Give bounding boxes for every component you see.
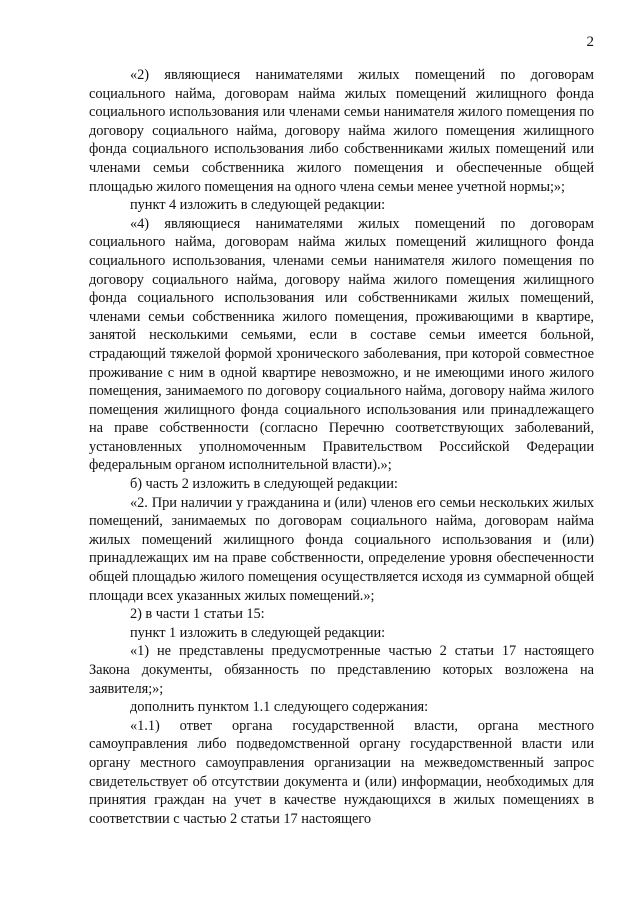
paragraph-4: б) часть 2 изложить в следующей редакции: — [130, 476, 398, 493]
paragraph-5: «2. При наличии у гражданина и (или) членов его семьи нескольких жилых помещений, занимаемых по договорам социального найма, договорам найма жилых помещений жилищного фонда социального использования и (или) принадлежащих им на праве собственности, определение уровня обеспеченности общей площадью жилого помещения осуществляется исходя из суммарной общей площади всех указанных жилых помещений.»; — [89, 494, 594, 604]
document-body — [89, 66, 594, 828]
paragraph-8: «1) не представлены предусмотренные частью 2 статьи 17 настоящего Закона документы, обязанность по представлению которых возложена на заявителя;»; — [89, 643, 594, 697]
paragraph-3: «4) являющиеся нанимателями жилых помещений по договорам социального найма, договорам найма жилых помещений жилищного фонда социального использования, членами семьи нанимателя жилого помещения по договору социального найма, договору найма жилого помещения жилищного фонда социального использования или собственниками жилых помещений, членами семьи собственника жилого помещения, проживающими в квартире, занятой несколькими семьями, если в составе семьи имеется больной, страдающий тяжелой формой хронического заболевания, при которой совместное проживание с ним в одной квартире невозможно, и не имеющими иного жилого помещения, занимаемого по договору социального найма, договору найма жилого помещения жилищного фонда социального использования или принадлежащего на праве собственности (согласно Перечню соответствующих заболеваний, установленных уполномоченным Правительством Российской Федерации федеральным органом исполнительной власти).»; — [89, 215, 594, 474]
paragraph-6: 2) в части 1 статьи 15: — [130, 606, 265, 623]
paragraph-2: пункт 4 изложить в следующей редакции: — [130, 197, 386, 214]
paragraph-9: дополнить пунктом 1.1 следующего содержания: — [130, 699, 429, 716]
paragraph-1: «2) являющиеся нанимателями жилых помещений по договорам социального найма, договорам найма жилых помещений жилищного фонда социального использования или членами семьи нанимателя жилого помещения по договору социального найма, договору найма жилого помещения жилищного фонда социального использования либо собственниками жилых помещений или членами семьи собственника жилого помещения и обеспеченные общей площадью жилого помещения на одного члена семьи менее учетной нормы;»; — [89, 67, 594, 195]
page-number: 2 — [586, 34, 594, 50]
paragraph-7: пункт 1 изложить в следующей редакции: — [130, 624, 386, 641]
paragraph-10: «1.1) ответ органа государственной власти, органа местного самоуправления либо подведомственной органу государственной власти или органу местного самоуправления организации на межведомственный запрос свидетельствует об отсутствии документа и (или) информации, необходимых для принятия граждан на учет в качестве нуждающихся в жилых помещениях в соответствии с частью 2 статьи 17 настоящего — [89, 717, 594, 827]
